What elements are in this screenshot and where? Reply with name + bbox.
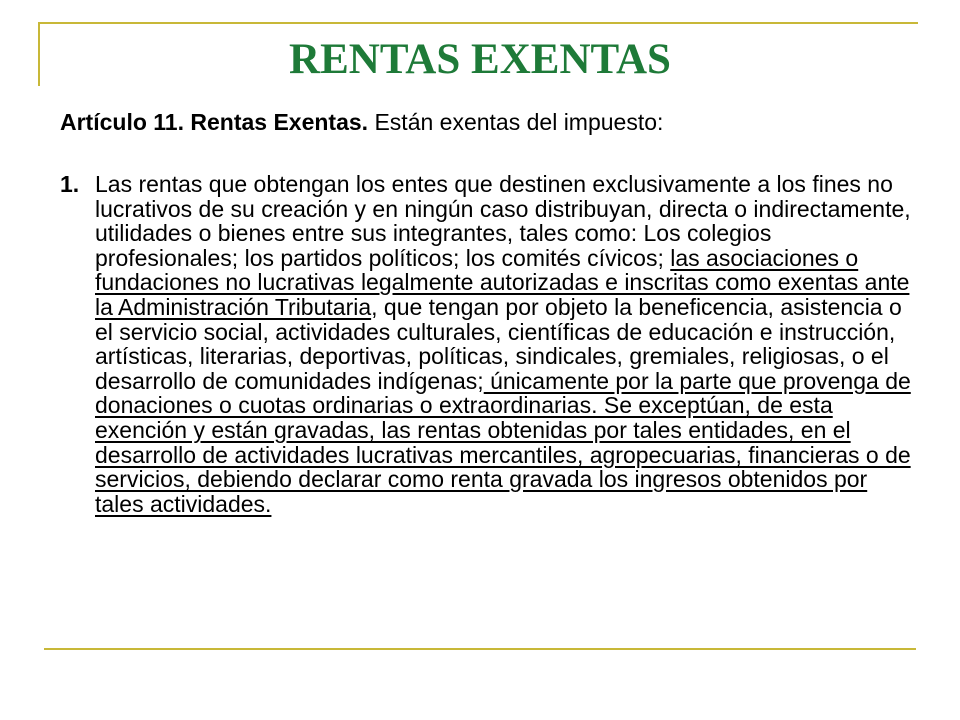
article-intro [60,106,920,138]
item-underlined-text-1: las asociaciones o fundaciones no lucrativas legalmente autorizadas e inscritas como exentas ante la Administración Tributaria [95,244,910,320]
article-heading: Artículo 11. Rentas Exentas. [60,109,369,135]
list-item-number: 1. [60,171,80,197]
list-item-text [95,172,915,516]
frame-bottom-line [44,648,916,650]
article-intro-text: Están exentas del impuesto: [368,109,664,135]
item-underlined-text-2: únicamente por la parte que provenga de donaciones o cuotas ordinarias o extraordinarias. Se exceptúan, de esta exención y están gravadas, las rentas obtenidas por tales entidades, en el desarrollo de actividades lucrativas mercantiles, agropecuarias, financieras o de servicios, debiendo declarar como renta gravada los ingresos obtenidos por tales actividades. [95,367,911,517]
item-text-part-1: Las rentas que obtengan los entes que destinen exclusivamente a los fines no lucrativos de su creación y en ningún caso distribuyan, directa o indirectamente, utilidades o bienes entre sus integrantes, tales como: Los colegios profesionales; los partidos políticos; los comités cívicos; [95,171,911,271]
item-text-part-2: , que tengan por objeto la beneficencia, asistencia o el servicio social, actividades culturales, científicas de educación e instrucción, artísticas, literarias, deportivas, políticas, sindicales, gremiales, religiosas, o el desarrollo de comunidades indígenas; [95,293,902,394]
frame-top-line [40,22,918,24]
slide-title: RENTAS EXENTAS [289,36,671,83]
